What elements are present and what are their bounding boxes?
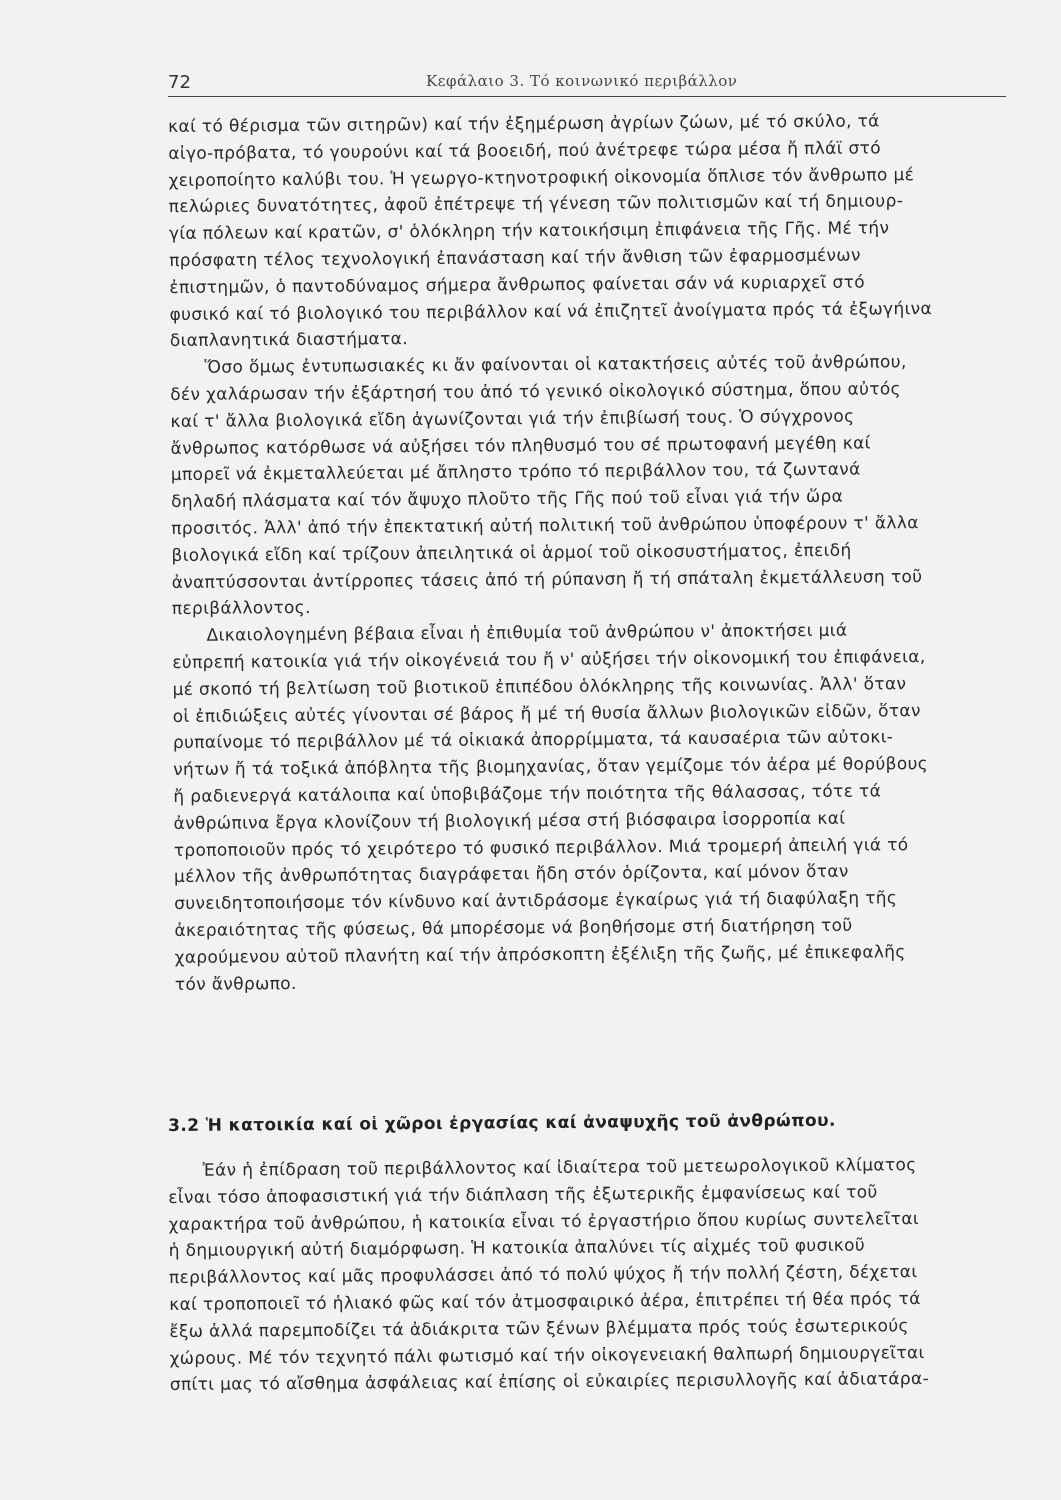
text-line: βιολογικά εἴδη καί τρίζουν ἀπειλητικά οἱ ἁρμοί τοῦ οἰκοσυστήματος, ἐπειδή: [171, 540, 852, 566]
text-line: δηλαδή πλάσματα καί τόν ἄψυχο πλοῦτο τῆς Γῆς πού τοῦ εἶναι γιά τήν ὥρα: [170, 486, 844, 513]
text-line: πρόσφατη τέλος τεχνολογική ἐπανάσταση καί τήν ἄνθιση τῶν ἐφαρμοσμένων: [169, 245, 861, 271]
text-line: ἄνθρωπος κατόρθωσε νά αὐξήσει τόν πληθυσμό του σέ πρωτοφανή μεγέθη καί: [170, 433, 871, 459]
text-line: μπορεῖ νά ἐκμεταλλεύεται μέ ἄπληστο τρόπο τό περιβάλλον του, τά ζωντανά: [170, 459, 861, 486]
text-line: πελώριες δυνατότητες, ἀφοῦ ἐπέτρεψε τή γένεση τῶν πολιτισμῶν καί τή δημιουρ-: [168, 191, 904, 218]
text-line: ἡ δημιουργική αὐτή διαμόρφωση. Ἡ κατοικία ἀπαλύνει τίς αἰχμές τοῦ φυσικοῦ: [168, 1235, 866, 1262]
running-head: Κεφάλαιο 3. Τό κοινωνικό περιβάλλον: [426, 72, 738, 90]
text-line: νήτων ἤ τά τοξικά ἀπόβλητα τῆς βιομηχανίας, ὅταν γεμίζομε τόν ἀέρα μέ θορύβους: [173, 754, 929, 781]
text-line: ρυπαίνομε τό περιβάλλον μέ τά οἰκιακά ἀπορρίμματα, τά καυσαέρια τῶν αὐτοκι-: [172, 727, 894, 754]
text-line: χαρακτήρα τοῦ ἀνθρώπου, ἡ κατοικία εἶναι τό ἐργαστήριο ὅπου κυρίως συντελεῖται: [168, 1208, 920, 1235]
text-line: ἀναπτύσσονται ἀντίρροπες τάσεις ἀπό τή ρύπανση ἤ τή σπάταλη ἐκμετάλλευση τοῦ: [171, 566, 923, 593]
section-heading: 3.2 Ἡ κατοικία καί οἱ χῶροι ἐργασίας καί ἀναψυχῆς τοῦ ἀνθρώπου.: [168, 1110, 836, 1136]
text-line: καί τροποποιεῖ τό ἡλιακό φῶς καί τόν ἀτμοσφαιρικό ἀέρα, ἐπιτρέπει τή θέα πρός τά: [169, 1289, 921, 1315]
text-line: αἰγο-πρόβατα, τό γουρούνι καί τά βοοειδή, πού ἀνέτρεφε τώρα μέσα ἤ πλάϊ στό: [168, 138, 882, 164]
text-line: χώρους. Μέ τόν τεχνητό πάλι φωτισμό καί τήν οἰκογενειακή θαλπωρή δημιουργεῖται: [169, 1342, 925, 1369]
text-line: δέν χαλάρωσαν τήν ἐξάρτησή του ἀπό τό γενικό οἰκολογικό σύστημα, ὅπου αὐτός: [170, 379, 902, 405]
page-header: [168, 70, 1006, 97]
section-text: [168, 1151, 1020, 1399]
text-line: μέλλον τῆς ἀνθρωπότητας διαγράφεται ἤδη στόν ὁρίζοντα, καί μόνον ὅταν: [173, 861, 849, 888]
text-line: καί τό θέρισμα τῶν σιτηρῶν) καί τήν ἐξημέρωση ἀγρίων ζώων, μέ τό σκύλο, τά: [168, 111, 880, 137]
text-line: ἐπιστημῶν, ὁ παντοδύναμος σήμερα ἄνθρωπος φαίνεται σάν νά κυριαρχεῖ στό: [169, 272, 866, 298]
text-line: ἀνθρώπινα ἔργα κλονίζουν τή βιολογική μέσα στή βιόσφαιρα ἰσορροπία καί: [173, 808, 846, 834]
text-line: χειροποίητο καλύβι του. Ἡ γεωργο-κτηνοτροφική οἰκονομία ὅπλισε τόν ἄνθρωπο μέ: [168, 164, 915, 191]
text-line: Δικαιολογημένη βέβαια εἶναι ἡ ἐπιθυμία τοῦ ἀνθρώπου ν' ἀποκτήσει μιά: [172, 620, 848, 647]
text-line: καί τ' ἄλλα βιολογικά εἴδη ἀγωνίζονται γιά τήν ἐπιβίωσή τους. Ὁ σύγχρονος: [170, 406, 855, 432]
text-line: διαπλανητικά διαστήματα.: [169, 329, 409, 352]
text-line: μέ σκοπό τή βελτίωση τοῦ βιοτικοῦ ἐπιπέδου ὁλόκληρης τῆς κοινωνίας. Ἀλλ' ὅταν: [172, 673, 907, 700]
text-line: ἤ ραδιενεργά κατάλοιπα καί ὑποβιβάζομε τήν ποιότητα τῆς θάλασσας, τότε τά: [173, 781, 882, 807]
text-line: τόν ἄνθρωπο.: [174, 973, 297, 995]
text-line: εὐπρεπή κατοικία γιά τήν οἰκογένειά του ἤ ν' αὐξήσει τήν οἰκονομική του ἐπιφάνεια,: [172, 647, 926, 673]
text-line: προσιτός. Ἀλλ' ἀπό τήν ἐπεκτατική αὐτή πολιτική τοῦ ἀνθρώπου ὑποφέρουν τ' ἄλλα: [171, 513, 919, 539]
text-line: Ἐάν ἡ ἐπίδραση τοῦ περιβάλλοντος καί ἰδιαίτερα τοῦ μετεωρολογικοῦ κλίματος: [168, 1155, 917, 1181]
text-line: τροποποιοῦν πρός τό χειρότερο τό φυσικό περιβάλλον. Μιά τρομερή ἀπειλή γιά τό: [173, 834, 909, 861]
text-line: Ὅσο ὅμως ἐντυπωσιακές κι ἄν φαίνονται οἱ κατακτήσεις αὐτές τοῦ ἀνθρώπου,: [169, 352, 907, 379]
text-line: εἶναι τόσο ἀποφασιστική γιά τήν διάπλαση τῆς ἐξωτερικῆς ἐμφανίσεως καί τοῦ: [168, 1182, 878, 1208]
text-line: ἀκεραιότητας τῆς φύσεως, θά μπορέσομε νά βοηθήσομε στή διατήρηση τοῦ: [174, 915, 853, 941]
text-line: περιβάλλοντος καί μᾶς προφυλάσσει ἀπό τό πολύ ψύχος ἤ τήν πολλή ζέστη, δέχεται: [168, 1262, 918, 1289]
text-line: ἔξω ἀλλά παρεμποδίζει τά ἀδιάκριτα τῶν ξένων βλέμματα πρός τούς ἐσωτερικούς: [169, 1315, 909, 1342]
text-line: φυσικό καί τό βιολογικό του περιβάλλον καί νά ἐπιζητεῖ ἀνοίγματα πρός τά ἐξωγήινα: [169, 298, 933, 325]
text-line: οἱ ἐπιδιώξεις αὐτές γίνονται σέ βάρος ἤ μέ τή θυσία ἄλλων βιολογικῶν εἰδῶν, ὅταν: [172, 700, 921, 727]
text-line: συνειδητοποιήσομε τόν κίνδυνο καί ἀντιδράσομε ἐγκαίρως γιά τή διαφύλαξη τῆς: [174, 888, 898, 915]
page-number: 72: [168, 72, 191, 93]
text-line: γία πόλεων καί κρατῶν, σ' ὁλόκληρη τήν κατοικήσιμη ἐπιφάνεια τῆς Γῆς. Μέ τήν: [168, 218, 890, 245]
text-line: σπίτι μας τό αἴσθημα ἀσφάλειας καί ἐπίσης οἱ εὐκαιρίες περισυλλογῆς καί ἀδιατάρα-: [169, 1369, 930, 1396]
body-text: [168, 107, 1025, 998]
text-line: χαρούμενου αὐτοῦ πλανήτη καί τήν ἀπρόσκοπτη ἐξέλιξη τῆς ζωῆς, μέ ἐπικεφαλῆς: [174, 941, 906, 968]
text-line: περιβάλλοντος.: [171, 598, 311, 620]
